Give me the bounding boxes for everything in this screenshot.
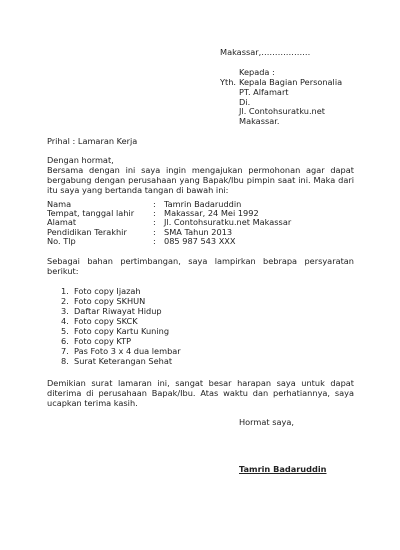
identity-value: 085 987 543 XXX bbox=[164, 236, 236, 246]
identity-label: Pendidikan Terakhir bbox=[47, 227, 127, 237]
closing-line: ucapkan terima kasih. bbox=[47, 398, 138, 408]
recipient-prefix: Yth. bbox=[220, 77, 237, 87]
attachment-number: 7. bbox=[61, 346, 69, 356]
intro-line: itu saya yang bertanda tangan di bawah ini: bbox=[47, 185, 229, 195]
recipient-line: PT. Alfamart bbox=[239, 87, 289, 97]
attachments-intro-line: berikut: bbox=[47, 266, 79, 276]
closing-line: diterima di perusahaan Bapak/Ibu. Atas waktu dan perhatiannya, saya bbox=[47, 388, 354, 398]
intro-line: bergabung dengan perusahaan yang Bapak/Ibu pimpin saat ini. Maka dari bbox=[47, 175, 354, 185]
attachment-item: Foto copy Kartu Kuning bbox=[74, 326, 170, 336]
identity-separator: : bbox=[153, 199, 156, 209]
attachment-item: Foto copy Ijazah bbox=[74, 286, 141, 296]
identity-value: SMA Tahun 2013 bbox=[164, 227, 233, 237]
identity-separator: : bbox=[153, 227, 156, 237]
attachment-number: 1. bbox=[61, 286, 69, 296]
identity-separator: : bbox=[153, 236, 156, 246]
identity-value: Tamrin Badaruddin bbox=[164, 199, 242, 209]
attachment-number: 6. bbox=[61, 336, 69, 346]
attachment-number: 3. bbox=[61, 306, 69, 316]
recipient-line: Jl. Contohsuratku.net bbox=[239, 106, 325, 116]
attachment-item: Foto copy SKHUN bbox=[74, 296, 146, 306]
recipient-line: Kepada : bbox=[239, 67, 275, 77]
identity-label: Nama bbox=[47, 199, 72, 209]
attachment-number: 2. bbox=[61, 296, 69, 306]
identity-separator: : bbox=[153, 217, 156, 227]
sign-off: Hormat saya, bbox=[239, 417, 294, 427]
attachment-item: Daftar Riwayat Hidup bbox=[74, 306, 162, 316]
attachment-number: 8. bbox=[61, 356, 69, 366]
identity-value: Jl. Contohsuratku.net Makassar bbox=[164, 217, 292, 227]
recipient-line: Di. bbox=[239, 97, 251, 107]
subject-line: Prihal : Lamaran Kerja bbox=[47, 136, 138, 146]
place-date: Makassar,……………… bbox=[220, 47, 311, 57]
attachment-item: Pas Foto 3 x 4 dua lembar bbox=[74, 346, 181, 356]
greeting: Dengan hormat, bbox=[47, 155, 114, 165]
closing-line: Demikian surat lamaran ini, sangat besar harapan saya untuk dapat bbox=[47, 378, 354, 388]
attachment-item: Foto copy KTP bbox=[74, 336, 132, 346]
recipient-line: Makassar. bbox=[239, 116, 280, 126]
recipient-line: Kepala Bagian Personalia bbox=[239, 77, 343, 87]
attachment-number: 4. bbox=[61, 316, 69, 326]
attachments-intro-line: Sebagai bahan pertimbangan, saya lampirkan bebrapa persyaratan bbox=[47, 256, 354, 266]
intro-line: Bersama dengan ini saya ingin mengajukan permohonan agar dapat bbox=[47, 165, 354, 175]
identity-label: Tempat, tanggal lahir bbox=[47, 208, 135, 218]
signer-name: Tamrin Badaruddin bbox=[239, 464, 327, 474]
attachment-item: Surat Keterangan Sehat bbox=[74, 356, 173, 366]
attachment-item: Foto copy SKCK bbox=[74, 316, 138, 326]
identity-label: Alamat bbox=[47, 217, 77, 227]
identity-label: No. Tlp bbox=[47, 236, 76, 246]
identity-value: Makassar, 24 Mei 1992 bbox=[164, 208, 259, 218]
identity-separator: : bbox=[153, 208, 156, 218]
attachment-number: 5. bbox=[61, 326, 69, 336]
